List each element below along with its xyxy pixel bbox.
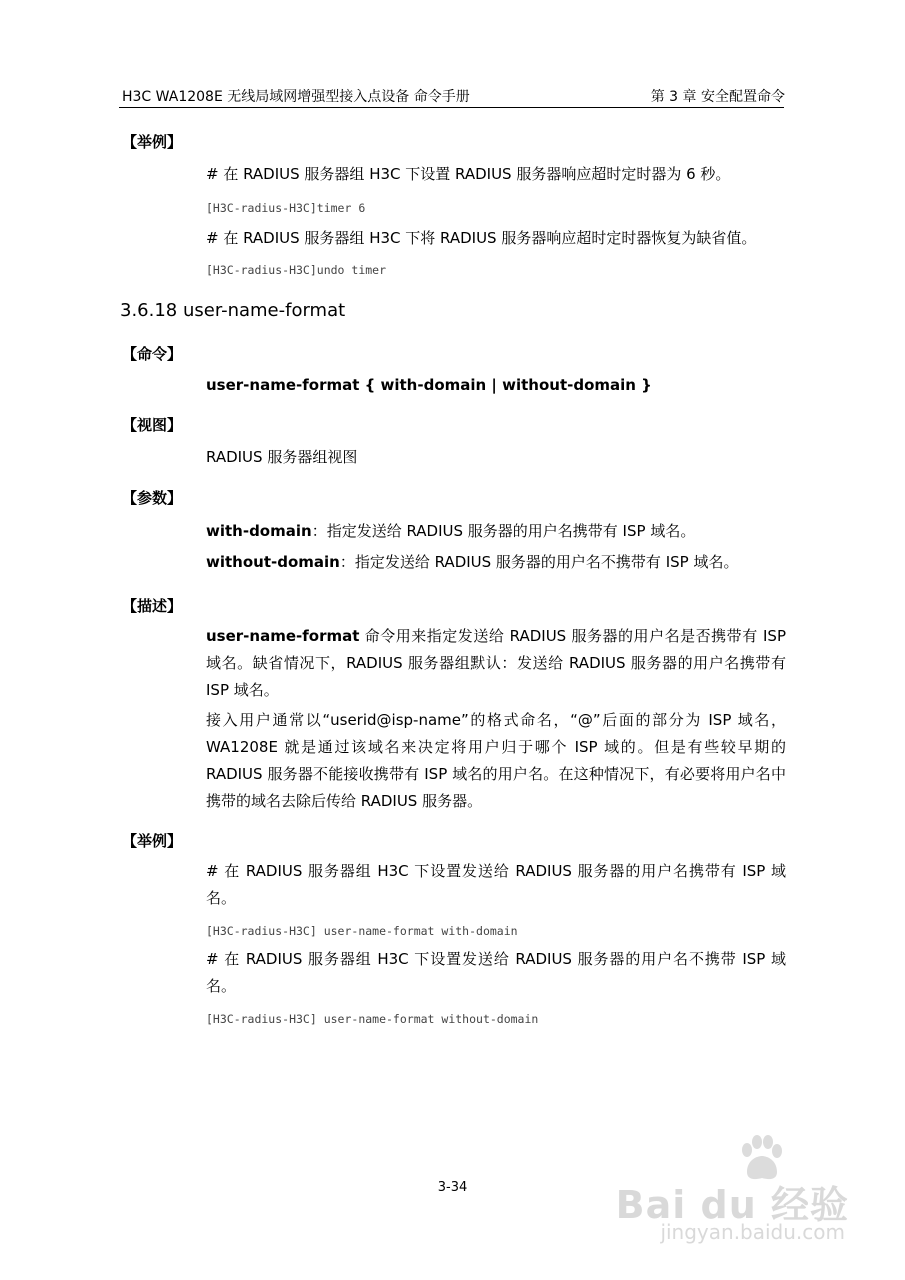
example-label: 【举例】 [122,832,183,850]
param-desc: ：指定发送给 RADIUS 服务器的用户名携带有 ISP 域名。 [311,522,696,540]
command-label: 【命令】 [122,345,183,363]
param-name: with-domain [206,522,312,540]
param-desc: ：指定发送给 RADIUS 服务器的用户名不携带有 ISP 域名。 [339,553,739,571]
example-label: 【举例】 [122,133,183,151]
running-header-chapter: 第 3 章 安全配置命令 [650,89,785,105]
description-text: 命令用来指定发送给 RADIUS 服务器的用户名是否携带有 ISP 域名。缺省情况下，RADIUS 服务器组默认：发送给 RADIUS 服务器的用户名携带有 ISP 域名。 [206,627,786,699]
code-line: [H3C-radius-H3C] user-name-format with-domain [206,924,518,938]
header-divider [119,107,784,108]
param-item [206,549,738,576]
code-line: [H3C-radius-H3C]timer 6 [206,201,366,215]
code-line: [H3C-radius-H3C]undo timer [206,263,387,277]
description-paragraph: 接入用户通常以“userid@isp-name”的格式命名，“@”后面的部分为 ISP 域名，WA1208E 就是通过该域名来决定将用户归于哪个 ISP 域的。但是有些较早期的 RADIUS 服务器不能接收携带有 ISP 域名的用户名。在这种情况下，有必要将用户名中携带的域名去除后传给 RADIUS 服务器。 [206,711,786,810]
description-command: user-name-format [206,627,360,645]
running-header-title: H3C WA1208E 无线局域网增强型接入点设备 命令手册 [122,89,470,105]
view-label: 【视图】 [122,416,183,434]
example-line: # 在 RADIUS 服务器组 H3C 下将 RADIUS 服务器响应超时定时器恢复为缺省值。 [206,229,757,247]
watermark-url: jingyan.baidu.com [660,1220,845,1244]
example-line: # 在 RADIUS 服务器组 H3C 下设置发送给 RADIUS 服务器的用户名不携带 ISP 域名。 [206,950,786,995]
watermark-logo: Bai du 经验 [615,1183,849,1227]
param-name: without-domain [206,553,340,571]
example-line: # 在 RADIUS 服务器组 H3C 下设置发送给 RADIUS 服务器的用户名携带有 ISP 域名。 [206,862,786,907]
params-label: 【参数】 [122,489,183,507]
section-heading: 3.6.18 user-name-format [120,300,346,321]
description-paragraph [206,623,786,704]
code-line: [H3C-radius-H3C] user-name-format without-domain [206,1012,539,1026]
description-label: 【描述】 [122,597,183,615]
example-line: # 在 RADIUS 服务器组 H3C 下设置 RADIUS 服务器响应超时定时器为 6 秒。 [206,165,731,183]
view-text: RADIUS 服务器组视图 [206,448,358,466]
command-syntax: user-name-format { with-domain | without-domain } [206,376,652,394]
param-item [206,518,695,545]
baidu-watermark [615,1140,849,1250]
page-number: 3-34 [437,1180,468,1195]
